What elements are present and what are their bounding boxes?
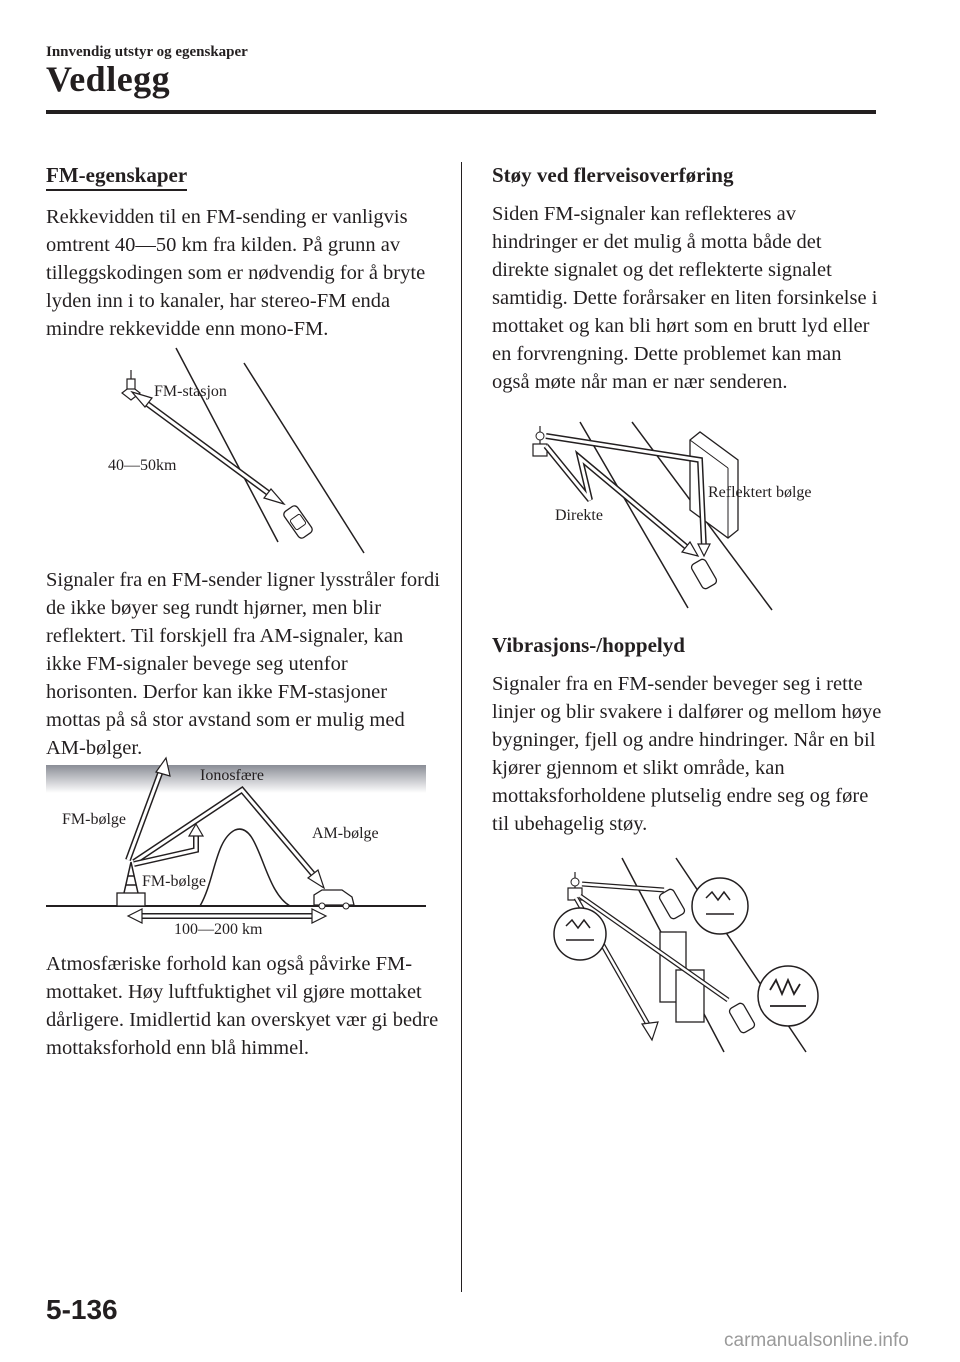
multipath-paragraph: Siden FM-signaler kan reflekteres av hindringer er det mulig å motta både det direkte signalet og det reflekterte signalet samtidig. Dette forårsaker en liten forsinkelse i mottaket og kan bli hørt som en brutt lyd eller en forvrengning. Dette problemet kan man også møte når man er nær senderen. xyxy=(492,203,878,393)
direct-label: Direkte xyxy=(555,507,603,524)
distance-label: 40―50km xyxy=(108,457,177,474)
page-number: 5-136 xyxy=(46,1294,118,1325)
fm-station-icon xyxy=(568,872,582,900)
section-label: Innvendig utstyr og egenskaper xyxy=(46,44,248,60)
fm-heading: FM-egenskaper xyxy=(46,162,187,191)
noisy-sound-bubble-icon xyxy=(758,966,818,1026)
fm-wave-label-2: FM-bølge xyxy=(142,873,206,890)
am-wave-label: AM-bølge xyxy=(312,825,379,842)
fm-light-paragraph: Signaler fra en FM-sender ligner lysstråler fordi de ikke bøyer seg rundt hjørner, men blir reflektert. Til forskjell fra AM-signaler, kan ikke FM-signaler bevege seg utenfor horisonten. Derfor kan ikke FM-stasjoner mottas på så stor avstand som er mulig med AM-bølger. xyxy=(46,569,440,759)
range-label: 100―200 km xyxy=(174,921,263,938)
atmosphere-paragraph: Atmosfæriske forhold kan også påvirke FM-mottaket. Høy luftfuktighet vil gjøre mottaket dårligere. Imidlertid kan overskyet vær gi bedre mottaksforhold enn blå himmel. xyxy=(46,953,439,1059)
car-icon xyxy=(658,888,686,920)
watermark: carmanualsonline.info xyxy=(724,1330,909,1351)
fm-range-paragraph: Rekkevidden til en FM-sending er vanligvis omtrent 40―50 km fra kilden. På grunn av tilleggskodingen som er nødvendig for å bryte lyden inn i to kanaler, har stereo-FM enda mindre rekkevidde enn mono-FM. xyxy=(46,206,426,340)
multipath-heading: Støy ved flerveisoverføring xyxy=(492,163,734,187)
car-icon xyxy=(728,1002,756,1034)
reflected-wave-label: Reflektert bølge xyxy=(708,484,812,501)
fm-station-label: FM-stasjon xyxy=(154,383,227,400)
vibration-heading: Vibrasjons-/hoppelyd xyxy=(492,633,685,657)
sound-bubble-icon xyxy=(692,878,748,934)
chapter-title: Vedlegg xyxy=(46,59,171,99)
sound-bubble-icon xyxy=(554,908,606,960)
fm-wave-label-1: FM-bølge xyxy=(62,811,126,828)
ionosphere-label: Ionosfære xyxy=(200,767,264,784)
vibration-paragraph: Signaler fra en FM-sender beveger seg i rette linjer og blir svakere i dalfører og mellom høye bygninger, fjell og andre hindringer. Når en bil kjører gjennom et slikt område, kan mottaksforholdene plutselig endre seg og føre til ubehagelig støy. xyxy=(492,673,882,835)
